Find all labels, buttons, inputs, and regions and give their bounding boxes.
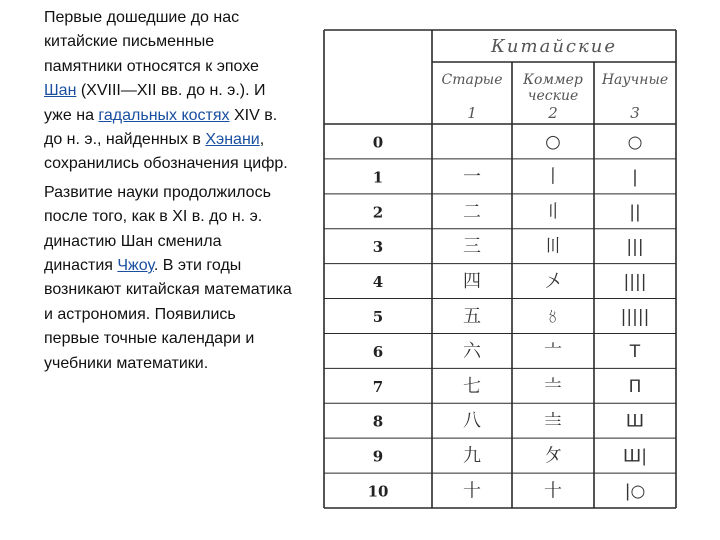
- commercial-numeral: 〩: [544, 445, 562, 467]
- column-index: 3: [630, 104, 640, 122]
- commercial-numeral: 〧: [544, 375, 562, 397]
- table-title: Китайские: [491, 36, 617, 57]
- table-header: [442, 36, 669, 122]
- scientific-numeral: |: [632, 167, 638, 188]
- row-number: 8: [372, 412, 384, 431]
- scientific-numeral: Π: [628, 376, 642, 397]
- row-number: 3: [372, 238, 384, 257]
- old-numeral: 十: [463, 480, 481, 502]
- scientific-numeral: ||: [629, 202, 641, 223]
- scientific-numeral: Ш|: [623, 446, 647, 467]
- row-number: 4: [372, 273, 384, 292]
- old-numeral: 三: [463, 236, 481, 258]
- old-numeral: 二: [463, 201, 481, 223]
- row-number: 1: [372, 168, 384, 187]
- row-number: 7: [372, 377, 384, 396]
- scientific-numeral: Ш: [625, 411, 645, 432]
- commercial-numeral: 十: [544, 480, 562, 502]
- commercial-numeral: 〨: [544, 410, 562, 432]
- column-index: 1: [467, 104, 477, 122]
- text-run: (XVIII—XII вв. до н. э.). И уже на: [44, 82, 266, 124]
- old-numeral: 九: [463, 445, 481, 467]
- text-run: , сохранились обозначения цифр.: [44, 131, 288, 173]
- commercial-numeral: 〢: [544, 201, 562, 223]
- link[interactable]: Чжоу: [117, 257, 154, 275]
- row-number: 2: [372, 203, 384, 222]
- row-number: 6: [372, 342, 384, 361]
- column-header: Научные: [601, 72, 669, 88]
- old-numeral: 五: [463, 306, 481, 327]
- commercial-numeral: 〤: [544, 271, 562, 293]
- scientific-numeral: |○: [624, 481, 646, 502]
- old-numeral: 一: [463, 166, 481, 188]
- column-header: ческие: [527, 88, 579, 104]
- commercial-numeral: 〥: [544, 306, 562, 327]
- commercial-numeral: 〣: [544, 236, 562, 258]
- row-number: 5: [372, 308, 384, 326]
- old-numeral: 八: [463, 410, 481, 432]
- commercial-numeral: ○: [545, 131, 561, 153]
- text-run: XIV в. до н. э., найденных в: [44, 106, 278, 149]
- table-grid: [324, 30, 676, 508]
- old-numeral: 四: [463, 271, 481, 293]
- scientific-numeral: |||||: [620, 307, 650, 327]
- scientific-numeral: T: [629, 341, 641, 362]
- link[interactable]: Хэнани: [205, 131, 260, 149]
- commercial-numeral: 〦: [544, 340, 562, 362]
- row-number: 9: [372, 447, 384, 466]
- link[interactable]: гадальных костях: [98, 106, 230, 124]
- old-numeral: 六: [463, 340, 481, 362]
- paragraph: [44, 6, 294, 177]
- paragraph: [44, 181, 294, 376]
- scientific-numeral: ○: [627, 132, 643, 153]
- scientific-numeral: ||||: [623, 272, 647, 293]
- row-number: 10: [367, 482, 389, 501]
- table-body: [368, 131, 650, 501]
- column-header: Коммер: [523, 72, 583, 88]
- row-number: 0: [372, 133, 384, 152]
- text-run: Первые дошедшие до нас китайские письменные памятники относятся к эпохе: [44, 9, 259, 75]
- chinese-numerals-table: [322, 28, 678, 512]
- scientific-numeral: |||: [626, 237, 644, 258]
- text-run: Развитие науки продолжилось после того, как в XI в. до н. э. династию Шан сменила династия: [44, 183, 271, 275]
- column-header: Старые: [441, 72, 503, 88]
- article-text: [44, 6, 294, 380]
- column-index: 2: [548, 104, 558, 122]
- commercial-numeral: 丨: [544, 166, 562, 188]
- link[interactable]: Шан: [44, 82, 77, 100]
- old-numeral: 七: [463, 375, 481, 397]
- text-run: . В эти годы возникают китайская математика и астрономия. Появились первые точные календари и учебники математики.: [44, 257, 292, 372]
